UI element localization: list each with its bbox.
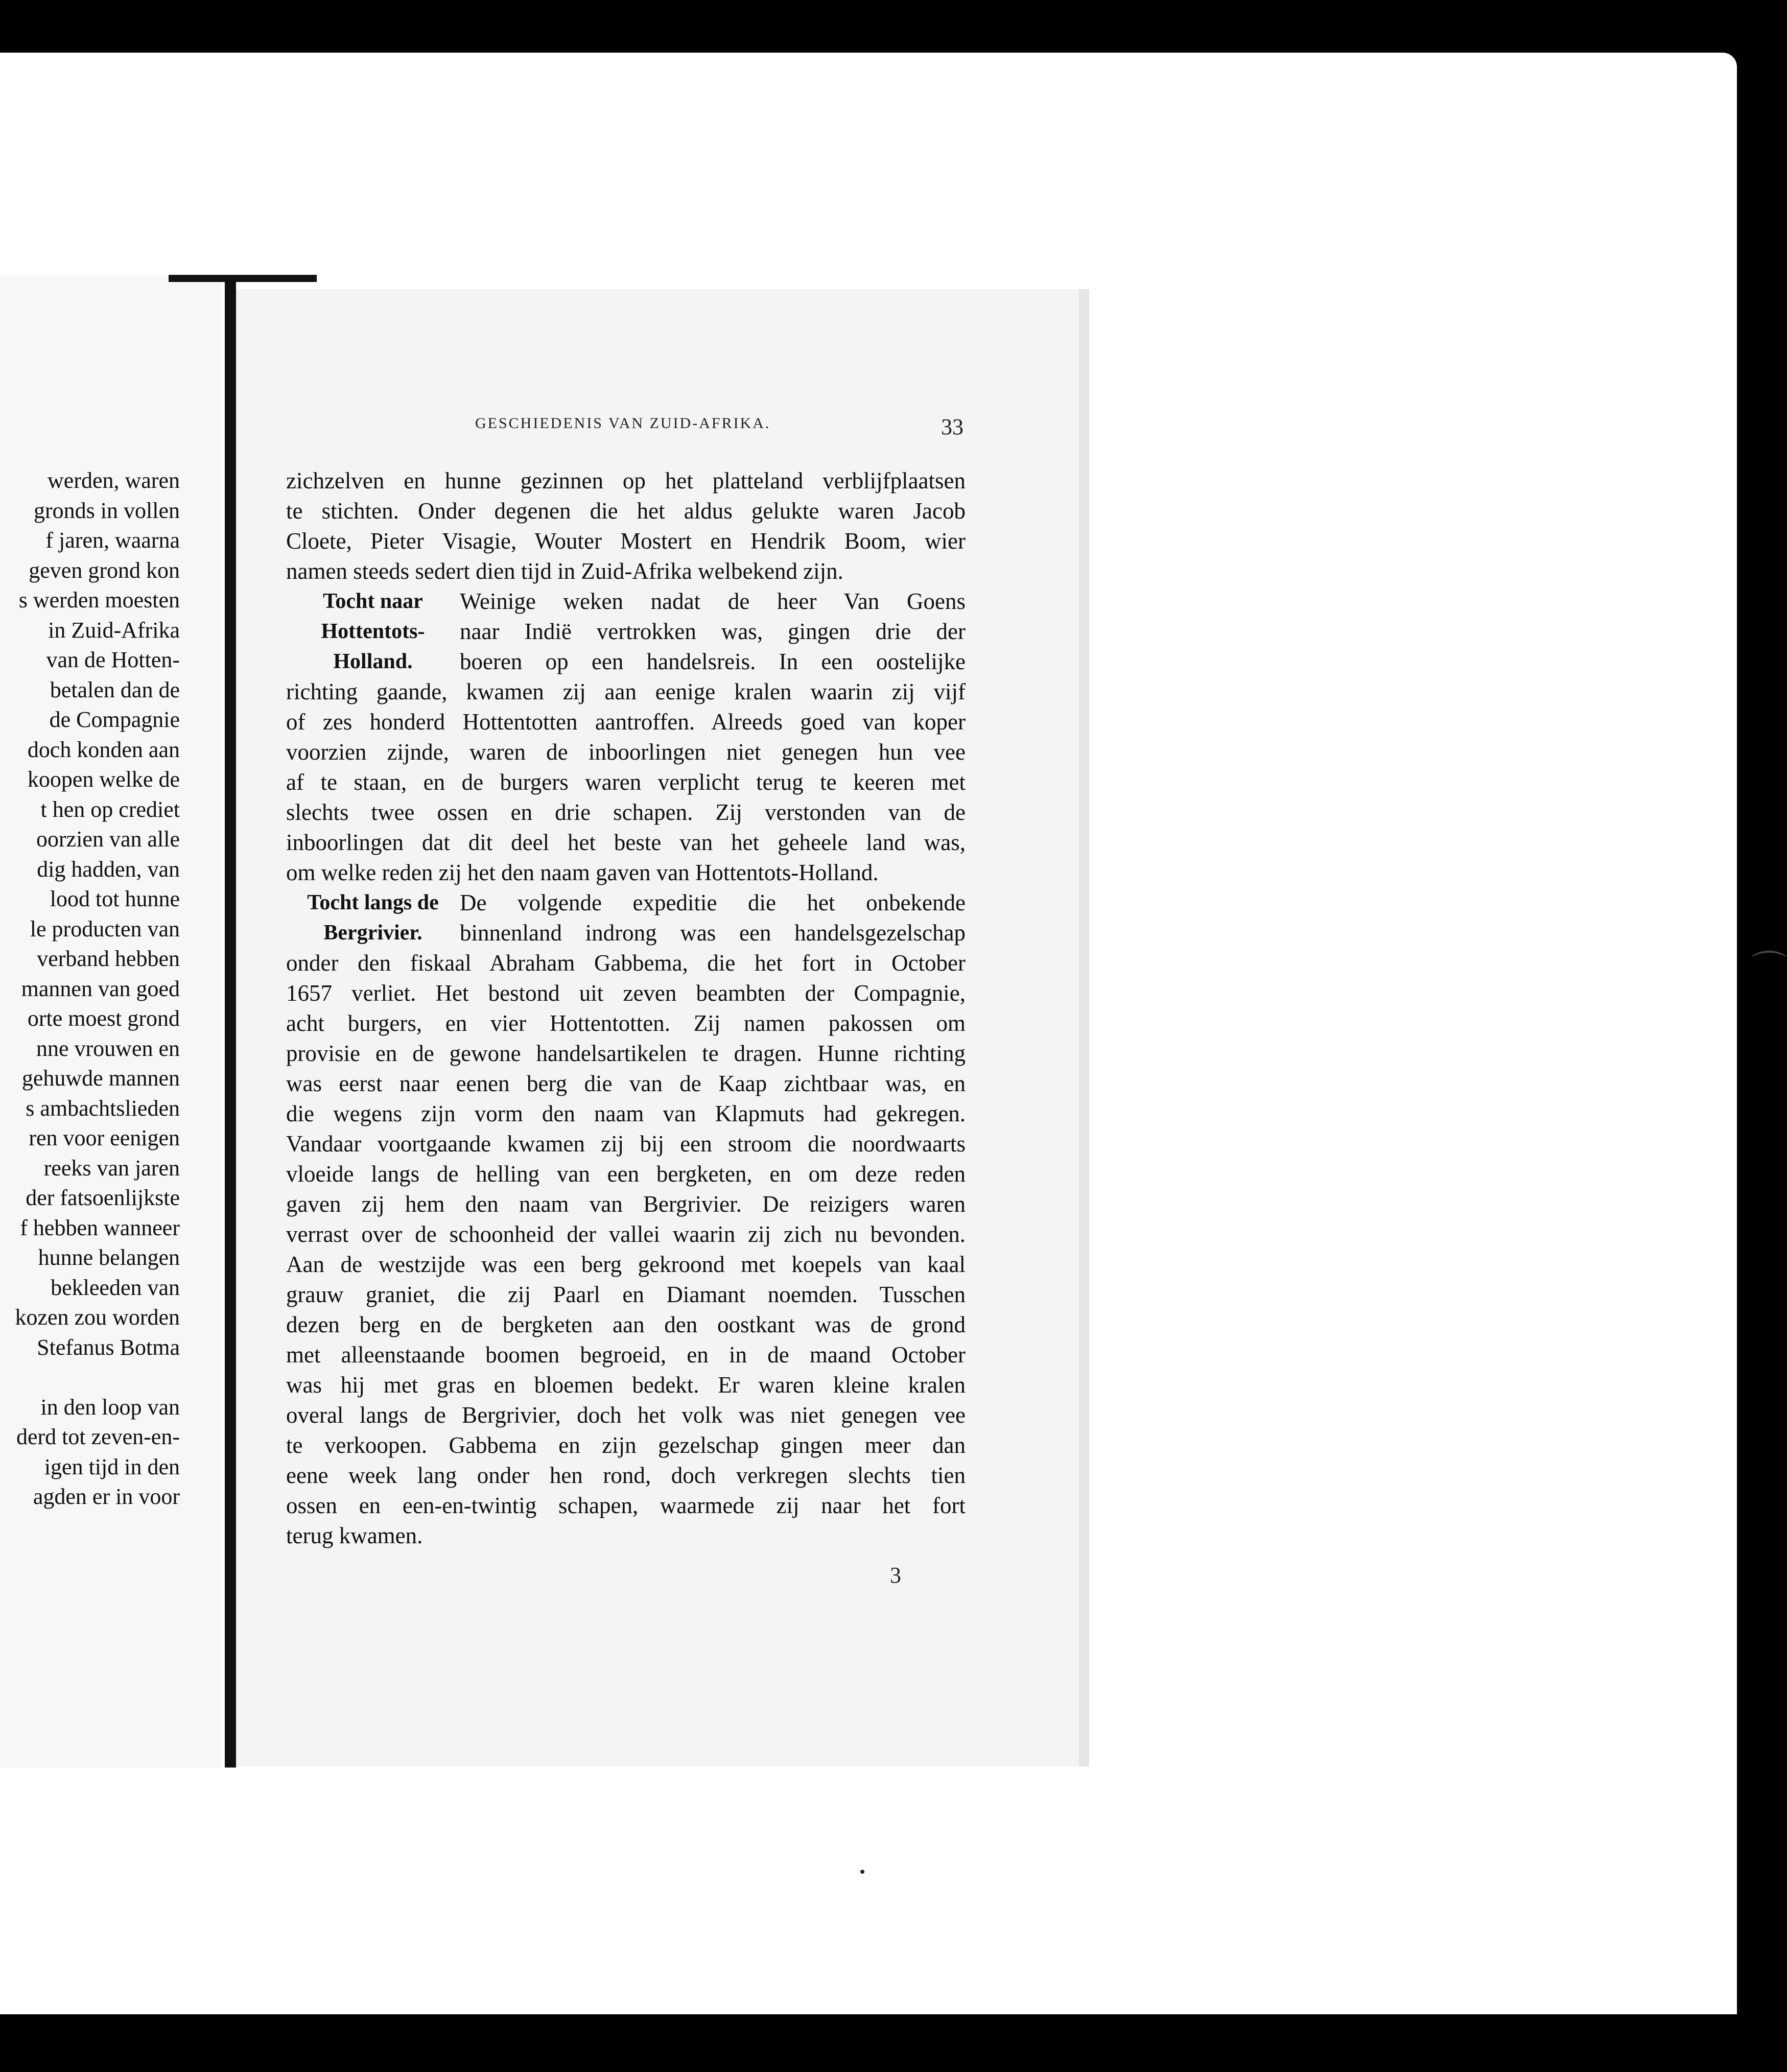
text-line: die wegens zijn vorm den naam van Klapmuts had gekregen. [286,1101,966,1126]
left-page [0,276,221,1768]
book-spine [225,276,236,1768]
text-line: acht burgers, en vier Hottentotten. Zij namen pakossen om [286,1010,966,1036]
page-body [286,466,966,1551]
text-line: richting gaande, kwamen zij aan eenige kralen waarin zij vijf [286,679,966,704]
left-page-line: gehuwde mannen [21,1066,180,1091]
right-page-edge [1079,289,1089,1767]
left-page-line: Stefanus Botma [37,1334,180,1360]
text-line: Weinige weken nadat de heer Van Goens [460,588,966,614]
text-line: of zes honderd Hottentotten aantroffen. Alreeds goed van koper [286,709,966,735]
left-page-line: in den loop van [40,1394,180,1420]
left-page-line: orte moest grond [27,1006,180,1031]
text-line: ossen en een-en-twintig schapen, waarmede zij naar het fort [286,1493,966,1518]
text-line: eene week lang onder hen rond, doch verkregen slechts tien [286,1463,966,1488]
text-line: Vandaar voortgaande kwamen zij bij een stroom die noordwaarts [286,1131,966,1157]
text-line: was hij met gras en bloemen bedekt. Er waren kleine kralen [286,1372,966,1398]
left-page-line: koopen welke de [27,767,180,792]
edge-curl-mark: ⌒ [1751,950,1787,989]
text-line: Aan de westzijde was een berg gekroond met koepels van kaal [286,1252,966,1277]
text-line: terug kwamen. [286,1523,423,1548]
text-line: binnenland indrong was een handelsgezelschap [460,920,966,946]
text-line: te verkoopen. Gabbema en zijn gezelschap gingen meer dan [286,1432,966,1458]
side-note-line [286,586,966,617]
left-page-line: nne vrouwen en [36,1035,180,1061]
running-title: GESCHIEDENIS VAN ZUID-AFRIKA. [475,415,771,432]
left-page-line: f jaren, waarna [45,528,180,553]
text-line: met alleenstaande boomen begroeid, en in de maand October [286,1342,966,1368]
text-line: 1657 verliet. Het bestond uit zeven beambten der Compagnie, [286,980,966,1006]
left-page-line: gronds in vollen [34,498,180,523]
page-number: 33 [941,414,963,439]
text-line: voorzien zijnde, waren de inboorlingen niet genegen hun vee [286,739,966,765]
side-note-line [286,888,966,918]
left-page-line: agden er in voor [33,1484,180,1509]
left-page-line: der fatsoenlijkste [26,1185,180,1210]
left-page-line: ren voor eenigen [29,1125,180,1150]
left-page-line: bekleeden van [51,1275,180,1300]
side-note-line [286,918,966,948]
left-page-line: lood tot hunne [50,886,180,911]
text-line: dezen berg en de bergketen aan den oostkant was de grond [286,1312,966,1337]
side-note-line [286,647,966,677]
marginal-heading: Hottentots- [321,620,425,643]
marginal-heading: Tocht naar [323,590,423,613]
text-line: Cloete, Pieter Visagie, Wouter Mostert en Hendrik Boom, wier [286,528,966,554]
left-page-line: van de Hotten- [46,647,180,672]
left-page-line: werden, waren [48,468,180,493]
left-page-line: de Compagnie [49,707,180,732]
left-page-line: betalen dan de [50,677,180,702]
spine-top-bar [169,275,317,282]
text-line: De volgende expeditie die het onbekende [460,890,966,915]
left-page-line: s ambachtslieden [26,1095,180,1121]
text-line: overal langs de Bergrivier, doch het volk was niet genegen vee [286,1402,966,1428]
marginal-heading: Holland. [333,650,413,673]
left-page-line: kozen zou worden [15,1305,180,1330]
left-page-line: doch konden aan [27,737,180,762]
text-line: namen steeds sedert dien tijd in Zuid-Afrika welbekend zijn. [286,558,843,584]
text-line: af te staan, en de burgers waren verplicht terug te keeren met [286,769,966,795]
text-line: om welke reden zij het den naam gaven van Hottentots-Holland. [286,860,879,885]
left-page-line: in Zuid-Afrika [48,617,180,643]
text-line: te stichten. Onder degenen die het aldus gelukte waren Jacob [286,498,966,524]
text-line: vloeide langs de helling van een bergketen, en om deze reden [286,1161,966,1187]
text-line: zichzelven en hunne gezinnen op het platteland verblijfplaatsen [286,468,966,493]
text-line: slechts twee ossen en drie schapen. Zij verstonden van de [286,799,966,825]
left-page-line: f hebben wanneer [20,1215,180,1240]
text-line: gaven zij hem den naam van Bergrivier. De reizigers waren [286,1191,966,1217]
text-line: boeren op een handelsreis. In een oostelijke [460,649,966,674]
left-page-line: t hen op crediet [40,796,180,822]
text-line: provisie en de gewone handelsartikelen te dragen. Hunne richting [286,1041,966,1066]
left-page-line: dig hadden, van [37,856,180,882]
left-page-line: le producten van [30,916,180,941]
signature-mark: 3 [890,1563,901,1588]
marginal-heading: Tocht langs de [307,891,439,914]
text-line: grauw graniet, die zij Paarl en Diamant noemden. Tusschen [286,1282,966,1307]
left-page-line: s werden moesten [18,587,180,613]
text-line: naar Indië vertrokken was, gingen drie der [460,619,966,644]
left-page-line: verband hebben [37,946,180,971]
left-page-line: hunne belangen [38,1245,180,1270]
left-page-line: oorzien van alle [36,827,180,852]
text-line: onder den fiskaal Abraham Gabbema, die het fort in October [286,950,966,976]
text-line: inboorlingen dat dit deel het beste van het geheele land was, [286,830,966,855]
left-page-line: mannen van goed [21,976,180,1001]
side-note-line [286,617,966,647]
left-page-line: geven grond kon [29,557,180,583]
text-line: verrast over de schoonheid der vallei waarin zij zich nu bevonden. [286,1221,966,1247]
speck [860,1870,864,1874]
left-page-line: derd tot zeven-en- [16,1424,180,1449]
marginal-heading: Bergrivier. [323,921,422,945]
text-line: was eerst naar eenen berg die van de Kaap zichtbaar was, en [286,1071,966,1096]
left-page-line: reeks van jaren [43,1155,180,1181]
left-page-line: igen tijd in den [44,1454,180,1479]
